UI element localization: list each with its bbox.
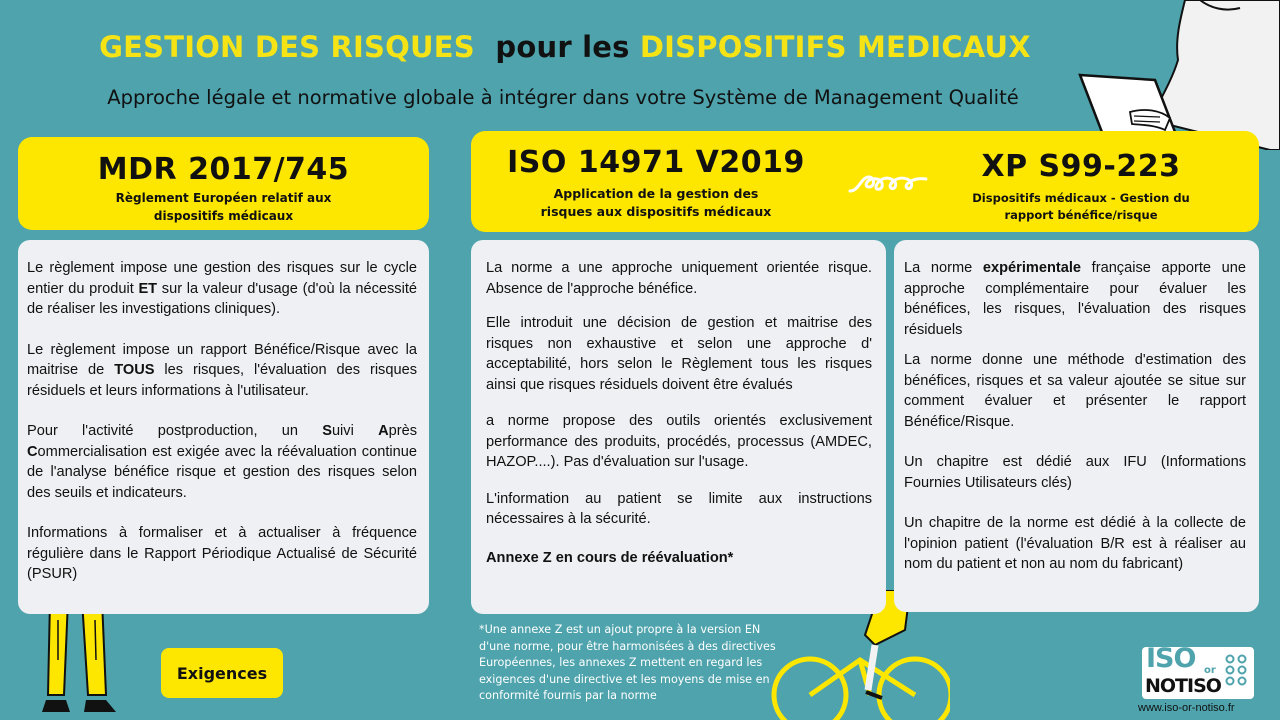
page-title <box>0 30 1130 64</box>
page-subtitle: Approche légale et normative globale à intégrer dans votre Système de Management Qualité <box>107 86 1019 109</box>
iso-paragraph-2: Elle introduit une décision de gestion et maitrise des risques non exhaustive et selon une approche d' acceptabilité, hors selon le Règlement tous les risques ainsi que risques résiduels doivent être évalués <box>486 315 872 393</box>
logo-notiso-text: NOTISO <box>1145 675 1221 697</box>
xp-paragraph-2: La norme donne une méthode d'estimation des bénéfices, risques et sa valeur ajoutée se situe sur comment évaluer et présenter le rapport Bénéfice/Risque. <box>904 352 1246 430</box>
iso-paragraph-3: a norme propose des outils orientés exclusivement performance des produits, procédés, processus (AMDEC, HAZOP....). Pas d'évaluation sur l'usage. <box>486 413 872 470</box>
mdr-subtitle-line-1: Règlement Européen relatif aux <box>115 191 332 205</box>
iso-subtitle-line-2: risques aux dispositifs médicaux <box>540 204 772 219</box>
iso-xp-header-card <box>471 131 1259 232</box>
mdr-paragraph-3: Pour l'activité postproduction, un Suivi Après Commercialisation est exigée avec la réévaluation continue de l'analyse bénéfice risque et gestion des risques selon des seuils et indicateurs. <box>27 423 417 501</box>
iso-or-notiso-logo[interactable] <box>1142 647 1254 699</box>
xp-title: XP S99-223 <box>981 149 1181 184</box>
iso-subtitle <box>491 185 821 221</box>
mdr-paragraph-1: Le règlement impose une gestion des risques sur le cycle entier du produit ET sur la valeur d'usage (d'où la nécessité de réaliser les investigations cliniques). <box>27 260 417 317</box>
xp-paragraph-1: La norme expérimentale française apporte une approche complémentaire pour évaluer les bénéfices, les risques, l'évaluation des risques résiduels <box>904 260 1246 338</box>
logo-iso-text: ISO <box>1146 647 1196 674</box>
title-part-3: DISPOSITIFS MEDICAUX <box>639 30 1031 64</box>
xp-subtitle <box>961 190 1201 224</box>
iso-header <box>491 145 821 221</box>
mdr-paragraph-2: Le règlement impose un rapport Bénéfice/Risque avec la maitrise de TOUS les risques, l'évaluation des risques résiduels et leurs informations à l'utilisateur. <box>27 341 417 399</box>
mdr-subtitle-line-2: dispositifs médicaux <box>153 209 294 223</box>
exigences-button[interactable]: Exigences <box>161 648 283 698</box>
xp-header <box>961 149 1201 224</box>
xp-subtitle-line-2: rapport bénéfice/risque <box>1004 208 1158 222</box>
xp-body-card <box>894 240 1259 612</box>
website-url[interactable]: www.iso-or-notiso.fr <box>1138 702 1235 714</box>
mdr-subtitle <box>18 189 429 225</box>
logo-dots-icon <box>1224 653 1250 693</box>
mdr-body-card <box>18 240 429 614</box>
title-part-1: GESTION DES RISQUES <box>99 30 475 64</box>
xp-subtitle-line-1: Dispositifs médicaux - Gestion du <box>972 191 1190 205</box>
iso-paragraph-4: L'information au patient se limite aux instructions nécessaires à la sécurité. <box>486 490 872 527</box>
title-part-2: pour les <box>495 30 630 64</box>
iso-paragraph-1: La norme a une approche uniquement orientée risque. Absence de l'approche bénéfice. <box>486 260 872 297</box>
mdr-title: MDR 2017/745 <box>97 152 350 187</box>
iso-subtitle-line-1: Application de la gestion des <box>553 186 759 201</box>
logo-or-text: or <box>1204 665 1216 676</box>
xp-paragraph-3: Un chapitre est dédié aux IFU (Informations Fournies Utilisateurs clés) <box>904 454 1246 491</box>
person-laptop-illustration <box>1060 0 1280 150</box>
mdr-paragraph-4: Informations à formaliser et à actualiser à fréquence régulière dans le Rapport Périodique Actualisé de Sécurité (PSUR) <box>27 525 417 582</box>
iso-annex-note: Annexe Z en cours de réévaluation* <box>486 549 734 566</box>
iso-title: ISO 14971 V2019 <box>507 145 805 180</box>
iso-body-card <box>471 240 886 614</box>
legs-illustration <box>40 600 130 720</box>
annex-z-footnote: *Une annexe Z est un ajout propre à la version EN d'une norme, pour être harmonisées à des directives Européennes, les annexes Z mettent en regard les exigences d'une directive et les moyens de mise en conformité fournis par la norme <box>479 623 776 702</box>
xp-paragraph-4: Un chapitre de la norme est dédié à la collecte de l'opinion patient (l'évaluation B/R est à réaliser au nom du patient et non au nom du fabricant) <box>904 515 1246 572</box>
mdr-header-card <box>18 137 429 230</box>
squiggle-icon <box>847 171 929 199</box>
